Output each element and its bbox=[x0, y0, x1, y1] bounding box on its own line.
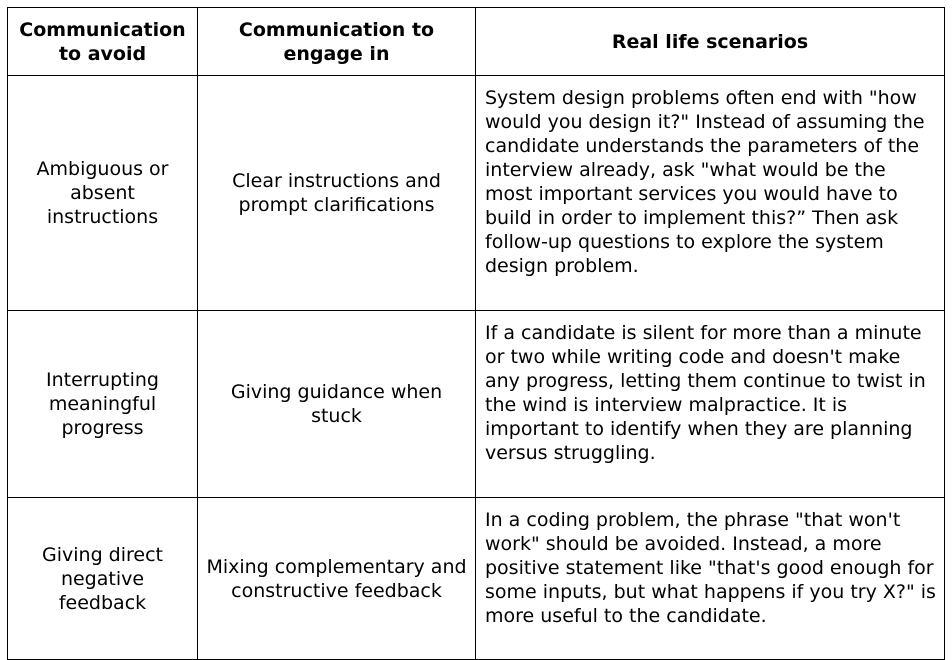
avoid-text: Giving direct negative feedback bbox=[42, 543, 163, 614]
engage-text: Giving guidance when stuck bbox=[230, 381, 443, 427]
engage-cell bbox=[198, 498, 476, 660]
avoid-text: Interrupting meaningful progress bbox=[45, 369, 159, 439]
avoid-text: Ambiguous or absent instructions bbox=[36, 158, 169, 228]
header-communication-to-avoid bbox=[8, 8, 198, 76]
avoid-cell bbox=[8, 498, 198, 660]
avoid-cell bbox=[8, 76, 198, 311]
table-row bbox=[8, 76, 945, 311]
table-row bbox=[8, 498, 945, 660]
avoid-cell bbox=[8, 311, 198, 498]
engage-cell bbox=[198, 76, 476, 311]
scenario-cell: If a candidate is silent for more than a minute or two while writing code and doesn't make any progress, letting them continue to twist in the wind is interview malpractice. It is important to identify when they are planning versus struggling. bbox=[476, 311, 945, 498]
engage-cell bbox=[198, 311, 476, 498]
engage-text: Mixing complementary and constructive feedback bbox=[206, 555, 467, 602]
header-real-life-scenarios bbox=[476, 8, 945, 76]
header-label: Communication to avoid bbox=[19, 18, 186, 65]
table-header-row bbox=[8, 8, 945, 76]
header-label: Communication to engage in bbox=[238, 18, 435, 65]
scenario-cell: System design problems often end with "how would you design it?" Instead of assuming the candidate understands the parameters of the interview already, ask "what would be the most important services you would have to build in order to implement this?” Then ask follow-up questions to explore the system design problem. bbox=[476, 76, 945, 311]
communication-table bbox=[7, 7, 945, 660]
header-communication-to-engage bbox=[198, 8, 476, 76]
header-label: Real life scenarios bbox=[611, 30, 809, 53]
engage-text: Clear instructions and prompt clarifications bbox=[232, 170, 441, 216]
table-row bbox=[8, 311, 945, 498]
scenario-cell: In a coding problem, the phrase "that won't work" should be avoided. Instead, a more positive statement like "that's good enough for some inputs, but what happens if you try X?" is more useful to the candidate. bbox=[476, 498, 945, 660]
